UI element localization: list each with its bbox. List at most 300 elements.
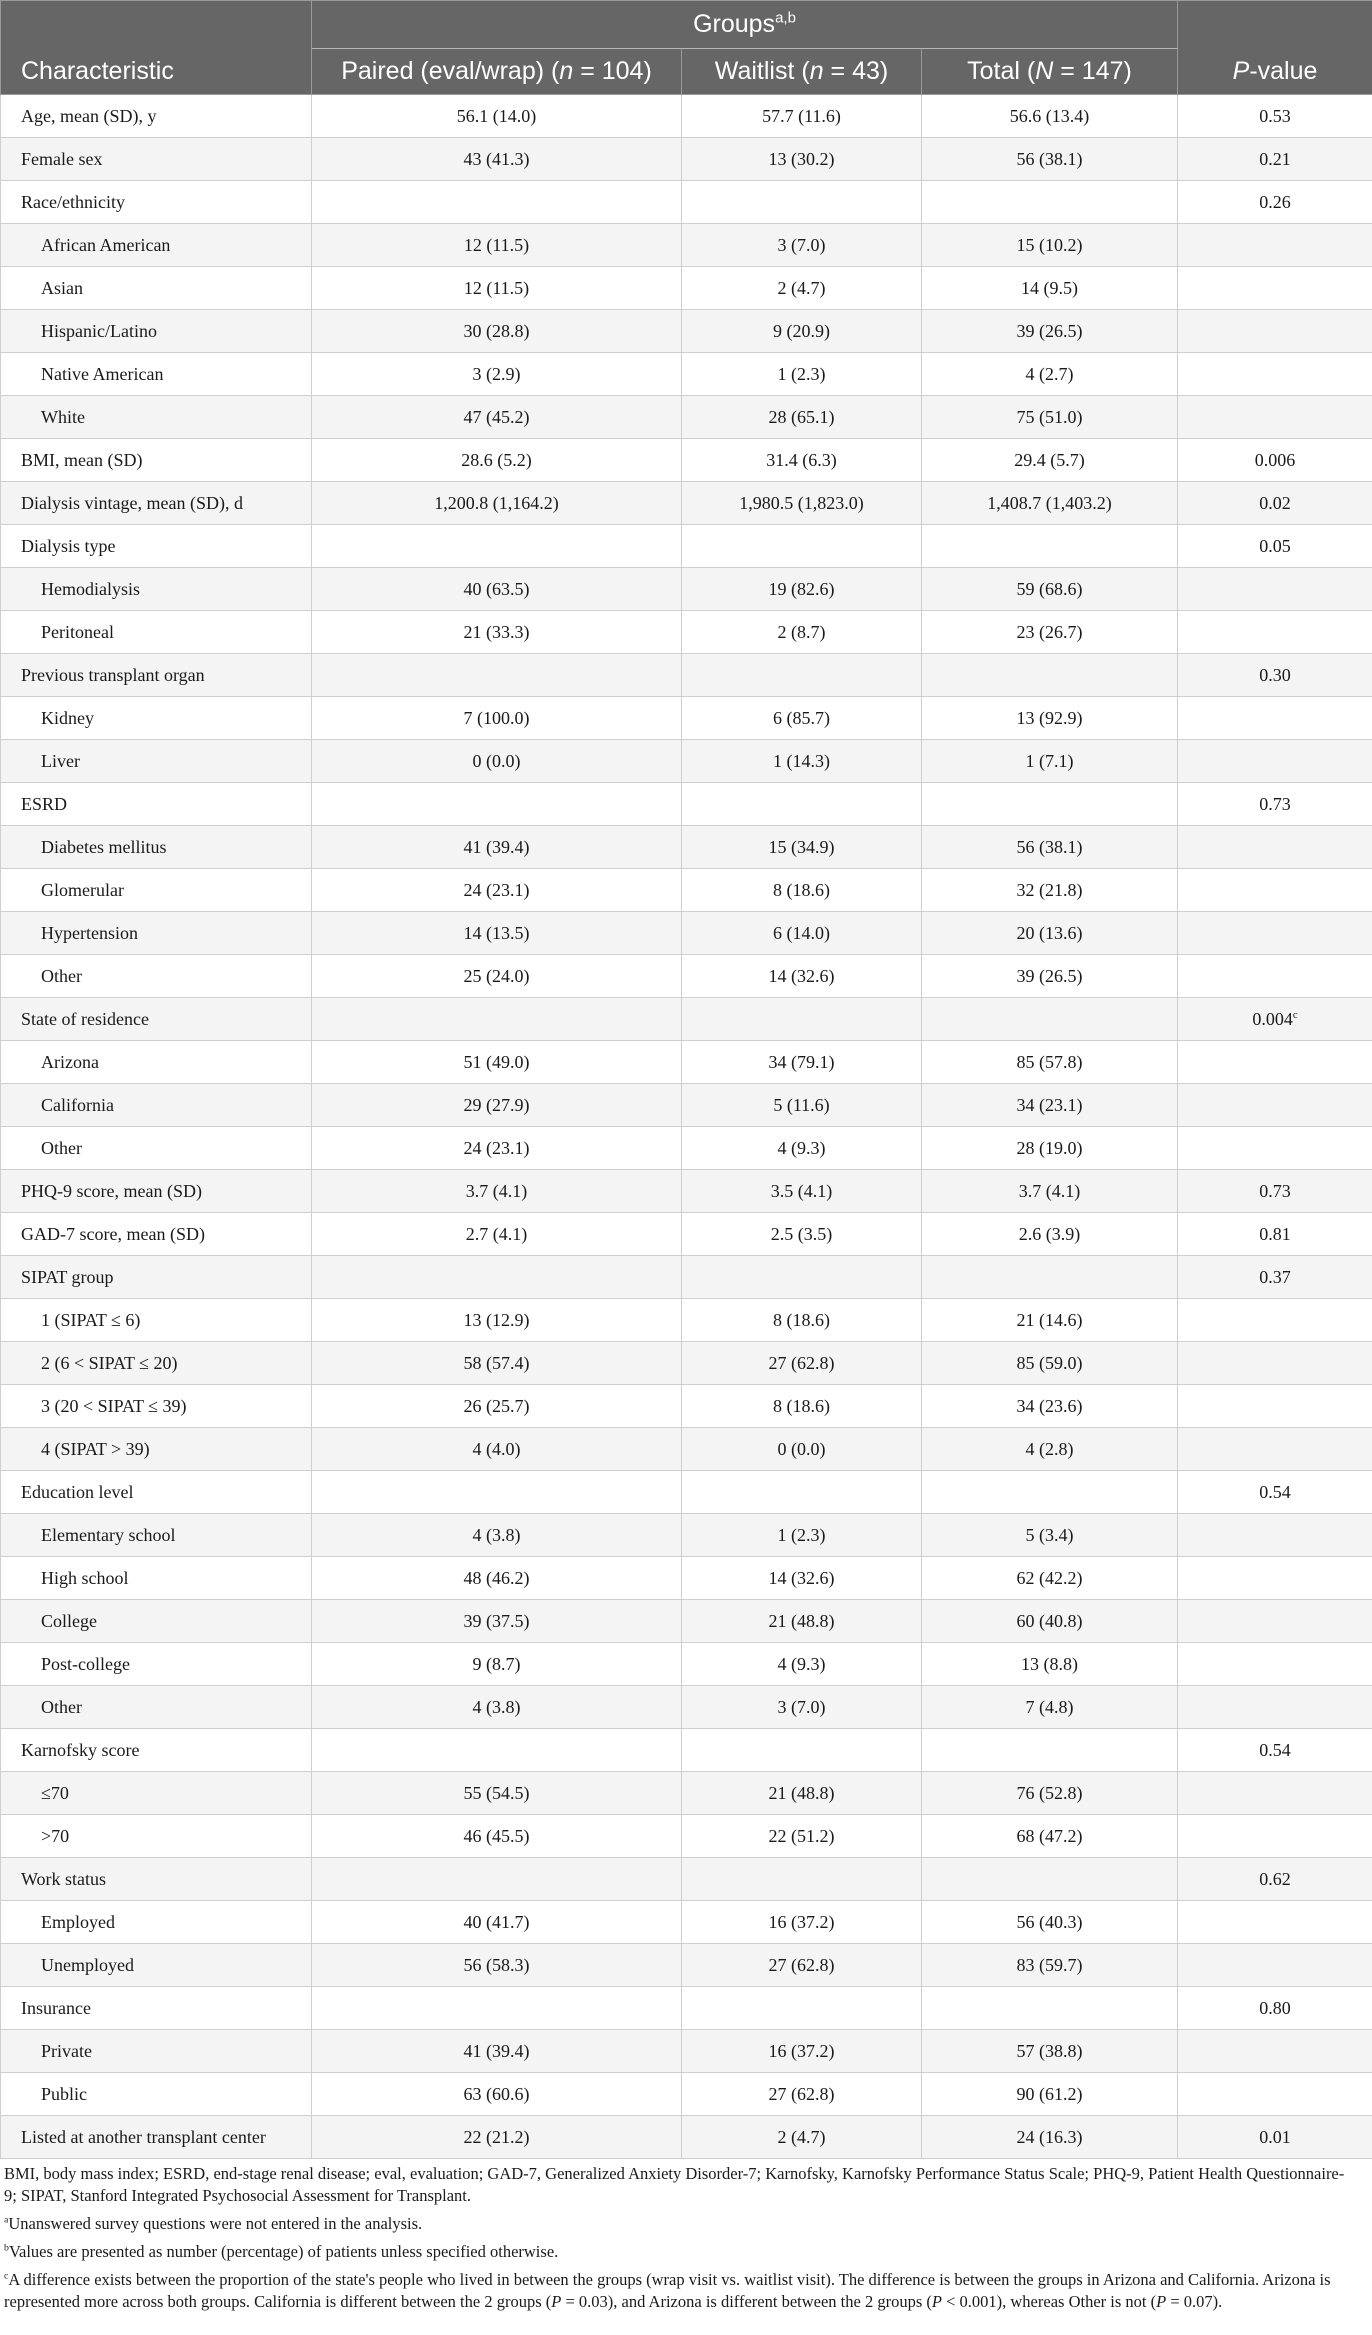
table-row	[1, 1471, 1372, 1514]
table-row	[1, 1772, 1372, 1815]
cell-total: 56.6 (13.4)	[922, 95, 1178, 138]
cell-characteristic: Insurance	[1, 1987, 312, 2030]
cell-total: 13 (92.9)	[922, 697, 1178, 740]
table-row	[1, 826, 1372, 869]
header-groups: Groups$^{a,b}$	[312, 1, 1178, 49]
cell-paired: 12 (11.5)	[312, 224, 682, 267]
cell-paired: 56 (58.3)	[312, 1944, 682, 1987]
cell-characteristic: Kidney	[1, 697, 312, 740]
cell-characteristic: Unemployed	[1, 1944, 312, 1987]
cell-characteristic: Work status	[1, 1858, 312, 1901]
cell-p-value: 0.73	[1178, 1170, 1372, 1213]
table-header	[1, 1, 1372, 95]
cell-paired	[312, 654, 682, 697]
cell-p-value	[1178, 2073, 1372, 2116]
table-row	[1, 1170, 1372, 1213]
cell-paired: 56.1 (14.0)	[312, 95, 682, 138]
cell-paired: 43 (41.3)	[312, 138, 682, 181]
table-row	[1, 1901, 1372, 1944]
cell-total: 76 (52.8)	[922, 1772, 1178, 1815]
table-row	[1, 1557, 1372, 1600]
cell-p-value	[1178, 740, 1372, 783]
cell-p-value	[1178, 1686, 1372, 1729]
cell-p-value	[1178, 1557, 1372, 1600]
cell-total: 4 (2.8)	[922, 1428, 1178, 1471]
table-row	[1, 1815, 1372, 1858]
cell-waitlist: 1,980.5 (1,823.0)	[682, 482, 922, 525]
cell-p-value	[1178, 353, 1372, 396]
header-groups-footnote-mark: a,b	[775, 9, 796, 27]
cell-paired: 14 (13.5)	[312, 912, 682, 955]
cell-p-value: 0.006	[1178, 439, 1372, 482]
cell-paired	[312, 181, 682, 224]
cell-paired: 24 (23.1)	[312, 869, 682, 912]
cell-paired: 3 (2.9)	[312, 353, 682, 396]
cell-total: 57 (38.8)	[922, 2030, 1178, 2073]
cell-paired: 2.7 (4.1)	[312, 1213, 682, 1256]
cell-waitlist: 27 (62.8)	[682, 1944, 922, 1987]
table-row	[1, 396, 1372, 439]
cell-characteristic: Public	[1, 2073, 312, 2116]
table-row	[1, 1514, 1372, 1557]
cell-p-value: 0.26	[1178, 181, 1372, 224]
table-row	[1, 1600, 1372, 1643]
table-row	[1, 1385, 1372, 1428]
table-row	[1, 697, 1372, 740]
cell-characteristic: 4 (SIPAT > 39)	[1, 1428, 312, 1471]
cell-waitlist: 19 (82.6)	[682, 568, 922, 611]
table-row	[1, 1987, 1372, 2030]
table-row	[1, 1858, 1372, 1901]
cell-total: 4 (2.7)	[922, 353, 1178, 396]
cell-p-value	[1178, 224, 1372, 267]
cell-p-value	[1178, 1127, 1372, 1170]
cell-waitlist	[682, 1729, 922, 1772]
cell-characteristic: Hemodialysis	[1, 568, 312, 611]
cell-total: 85 (59.0)	[922, 1342, 1178, 1385]
cell-total: 28 (19.0)	[922, 1127, 1178, 1170]
cell-characteristic: Asian	[1, 267, 312, 310]
cell-p-value: 0.30	[1178, 654, 1372, 697]
table-row	[1, 912, 1372, 955]
cell-total: 1 (7.1)	[922, 740, 1178, 783]
cell-characteristic: Education level	[1, 1471, 312, 1514]
cell-p-value	[1178, 568, 1372, 611]
cell-paired: 4 (3.8)	[312, 1686, 682, 1729]
cell-total: 5 (3.4)	[922, 1514, 1178, 1557]
cell-paired: 39 (37.5)	[312, 1600, 682, 1643]
cell-p-value: 0.73	[1178, 783, 1372, 826]
cell-total: 85 (57.8)	[922, 1041, 1178, 1084]
cell-paired: 41 (39.4)	[312, 2030, 682, 2073]
cell-waitlist: 57.7 (11.6)	[682, 95, 922, 138]
table-row	[1, 2030, 1372, 2073]
cell-characteristic: Private	[1, 2030, 312, 2073]
cell-paired	[312, 1858, 682, 1901]
cell-total: 34 (23.6)	[922, 1385, 1178, 1428]
cell-waitlist: 8 (18.6)	[682, 1299, 922, 1342]
cell-characteristic: BMI, mean (SD)	[1, 439, 312, 482]
footnote-a: $^a$Unanswered survey questions were not entered in the analysis.	[4, 2214, 423, 2233]
p-value-footnote-mark: c	[1292, 1008, 1298, 1021]
cell-paired	[312, 1471, 682, 1514]
table-row	[1, 740, 1372, 783]
cell-characteristic: College	[1, 1600, 312, 1643]
footnote-abbreviations: BMI, body mass index; ESRD, end-stage renal disease; eval, evaluation; GAD-7, Generalized Anxiety Disorder-7; Karnofsky, Karnofsky Performance Status Scale; PHQ-9, Patient Health Questionnaire-9; SIPAT, Stanford Integrated Psychosocial Assessment for Transplant.	[4, 2164, 1345, 2205]
cell-waitlist: 2.5 (3.5)	[682, 1213, 922, 1256]
table-row	[1, 353, 1372, 396]
cell-total: 39 (26.5)	[922, 955, 1178, 998]
cell-total: 60 (40.8)	[922, 1600, 1178, 1643]
cell-waitlist	[682, 783, 922, 826]
cell-waitlist	[682, 1471, 922, 1514]
cell-characteristic: Post-college	[1, 1643, 312, 1686]
cell-paired: 4 (3.8)	[312, 1514, 682, 1557]
cell-p-value	[1178, 1084, 1372, 1127]
cell-p-value	[1178, 1041, 1372, 1084]
cell-paired: 4 (4.0)	[312, 1428, 682, 1471]
table-row	[1, 1944, 1372, 1987]
cell-characteristic: ESRD	[1, 783, 312, 826]
table-row	[1, 267, 1372, 310]
cell-characteristic: California	[1, 1084, 312, 1127]
cell-p-value: 0.21	[1178, 138, 1372, 181]
cell-characteristic: Listed at another transplant center	[1, 2116, 312, 2159]
cell-p-value	[1178, 1815, 1372, 1858]
cell-characteristic: Elementary school	[1, 1514, 312, 1557]
cell-total: 2.6 (3.9)	[922, 1213, 1178, 1256]
cell-p-value	[1178, 1944, 1372, 1987]
cell-paired: 1,200.8 (1,164.2)	[312, 482, 682, 525]
table-row	[1, 224, 1372, 267]
cell-total	[922, 654, 1178, 697]
cell-total: 90 (61.2)	[922, 2073, 1178, 2116]
cell-characteristic: 2 (6 < SIPAT ≤ 20)	[1, 1342, 312, 1385]
cell-characteristic: Race/ethnicity	[1, 181, 312, 224]
table-row	[1, 611, 1372, 654]
cell-total	[922, 998, 1178, 1041]
cell-waitlist: 22 (51.2)	[682, 1815, 922, 1858]
cell-paired	[312, 525, 682, 568]
cell-waitlist: 1 (14.3)	[682, 740, 922, 783]
cell-p-value	[1178, 2030, 1372, 2073]
table-row	[1, 2073, 1372, 2116]
cell-characteristic: PHQ-9 score, mean (SD)	[1, 1170, 312, 1213]
table-row	[1, 568, 1372, 611]
cell-p-value	[1178, 1514, 1372, 1557]
cell-p-value: 0.62	[1178, 1858, 1372, 1901]
cell-paired: 55 (54.5)	[312, 1772, 682, 1815]
cell-paired: 13 (12.9)	[312, 1299, 682, 1342]
table-row	[1, 1084, 1372, 1127]
cell-paired	[312, 783, 682, 826]
cell-characteristic: Dialysis type	[1, 525, 312, 568]
cell-waitlist: 4 (9.3)	[682, 1643, 922, 1686]
cell-paired	[312, 1987, 682, 2030]
cell-total: 56 (38.1)	[922, 138, 1178, 181]
cell-paired: 30 (28.8)	[312, 310, 682, 353]
cell-characteristic: Hypertension	[1, 912, 312, 955]
table-row	[1, 1213, 1372, 1256]
cell-characteristic: Female sex	[1, 138, 312, 181]
cell-waitlist: 5 (11.6)	[682, 1084, 922, 1127]
cell-paired	[312, 1256, 682, 1299]
table-row	[1, 138, 1372, 181]
cell-characteristic: Age, mean (SD), y	[1, 95, 312, 138]
table-body	[1, 95, 1372, 2159]
cell-total	[922, 1858, 1178, 1901]
cell-total: 32 (21.8)	[922, 869, 1178, 912]
cell-characteristic: High school	[1, 1557, 312, 1600]
cell-paired: 46 (45.5)	[312, 1815, 682, 1858]
cell-p-value: 0.81	[1178, 1213, 1372, 1256]
cell-paired: 63 (60.6)	[312, 2073, 682, 2116]
cell-waitlist: 15 (34.9)	[682, 826, 922, 869]
cell-paired: 28.6 (5.2)	[312, 439, 682, 482]
cell-waitlist	[682, 181, 922, 224]
header-total: Total (N = 147)	[922, 49, 1178, 95]
cell-characteristic: 1 (SIPAT ≤ 6)	[1, 1299, 312, 1342]
cell-p-value	[1178, 955, 1372, 998]
cell-waitlist	[682, 998, 922, 1041]
table-row	[1, 2116, 1372, 2159]
cell-p-value	[1178, 1901, 1372, 1944]
cell-total	[922, 783, 1178, 826]
cell-paired: 12 (11.5)	[312, 267, 682, 310]
cell-paired: 29 (27.9)	[312, 1084, 682, 1127]
cell-total: 13 (8.8)	[922, 1643, 1178, 1686]
cell-p-value	[1178, 697, 1372, 740]
cell-waitlist: 2 (4.7)	[682, 2116, 922, 2159]
cell-waitlist	[682, 525, 922, 568]
table-row	[1, 1729, 1372, 1772]
cell-paired: 26 (25.7)	[312, 1385, 682, 1428]
cell-p-value: 0.05	[1178, 525, 1372, 568]
cell-waitlist: 14 (32.6)	[682, 1557, 922, 1600]
cell-total	[922, 1987, 1178, 2030]
cell-p-value: 0.54	[1178, 1729, 1372, 1772]
cell-paired: 0 (0.0)	[312, 740, 682, 783]
cell-p-value	[1178, 1600, 1372, 1643]
cell-waitlist: 16 (37.2)	[682, 2030, 922, 2073]
cell-characteristic: ≤70	[1, 1772, 312, 1815]
cell-waitlist: 3 (7.0)	[682, 1686, 922, 1729]
cell-paired: 41 (39.4)	[312, 826, 682, 869]
cell-total: 39 (26.5)	[922, 310, 1178, 353]
cell-total: 83 (59.7)	[922, 1944, 1178, 1987]
cell-characteristic: Glomerular	[1, 869, 312, 912]
cell-total: 59 (68.6)	[922, 568, 1178, 611]
table-row	[1, 310, 1372, 353]
header-paired: Paired (eval/wrap) (n = 104)	[312, 49, 682, 95]
cell-p-value	[1178, 1385, 1372, 1428]
cell-total: 24 (16.3)	[922, 2116, 1178, 2159]
cell-paired: 9 (8.7)	[312, 1643, 682, 1686]
cell-waitlist: 4 (9.3)	[682, 1127, 922, 1170]
cell-waitlist: 3 (7.0)	[682, 224, 922, 267]
cell-p-value	[1178, 826, 1372, 869]
table-row	[1, 181, 1372, 224]
cell-characteristic: SIPAT group	[1, 1256, 312, 1299]
cell-total: 34 (23.1)	[922, 1084, 1178, 1127]
cell-waitlist: 28 (65.1)	[682, 396, 922, 439]
cell-total: 23 (26.7)	[922, 611, 1178, 654]
table-row	[1, 1428, 1372, 1471]
cell-characteristic: Diabetes mellitus	[1, 826, 312, 869]
cell-p-value: 0.54	[1178, 1471, 1372, 1514]
cell-total: 21 (14.6)	[922, 1299, 1178, 1342]
cell-waitlist: 8 (18.6)	[682, 1385, 922, 1428]
cell-characteristic: Dialysis vintage, mean (SD), d	[1, 482, 312, 525]
table-row	[1, 1299, 1372, 1342]
table-row	[1, 1342, 1372, 1385]
cell-paired: 40 (41.7)	[312, 1901, 682, 1944]
table-row	[1, 1256, 1372, 1299]
cell-paired: 58 (57.4)	[312, 1342, 682, 1385]
cell-total	[922, 1471, 1178, 1514]
cell-paired: 22 (21.2)	[312, 2116, 682, 2159]
cell-waitlist: 2 (4.7)	[682, 267, 922, 310]
cell-characteristic: Peritoneal	[1, 611, 312, 654]
cell-waitlist: 0 (0.0)	[682, 1428, 922, 1471]
cell-waitlist: 14 (32.6)	[682, 955, 922, 998]
cell-waitlist	[682, 1858, 922, 1901]
cell-total	[922, 1256, 1178, 1299]
footnote-b: $^b$Values are presented as number (percentage) of patients unless specified otherwise.	[4, 2242, 559, 2261]
cell-total: 1,408.7 (1,403.2)	[922, 482, 1178, 525]
cell-p-value: 0.004$^c$	[1178, 998, 1372, 1041]
cell-total	[922, 181, 1178, 224]
cell-p-value: 0.02	[1178, 482, 1372, 525]
cell-paired: 25 (24.0)	[312, 955, 682, 998]
table-row	[1, 1041, 1372, 1084]
table-row	[1, 95, 1372, 138]
cell-p-value: 0.01	[1178, 2116, 1372, 2159]
cell-characteristic: Arizona	[1, 1041, 312, 1084]
cell-waitlist	[682, 1256, 922, 1299]
cell-p-value	[1178, 267, 1372, 310]
cell-paired: 48 (46.2)	[312, 1557, 682, 1600]
cell-p-value: 0.80	[1178, 1987, 1372, 2030]
cell-characteristic: State of residence	[1, 998, 312, 1041]
cell-p-value: 0.53	[1178, 95, 1372, 138]
cell-characteristic: >70	[1, 1815, 312, 1858]
cell-total: 75 (51.0)	[922, 396, 1178, 439]
cell-waitlist: 16 (37.2)	[682, 1901, 922, 1944]
cell-paired: 3.7 (4.1)	[312, 1170, 682, 1213]
cell-waitlist: 2 (8.7)	[682, 611, 922, 654]
cell-characteristic: White	[1, 396, 312, 439]
cell-total: 68 (47.2)	[922, 1815, 1178, 1858]
cell-characteristic: Hispanic/Latino	[1, 310, 312, 353]
cell-characteristic: Other	[1, 955, 312, 998]
cell-waitlist: 27 (62.8)	[682, 1342, 922, 1385]
cell-waitlist: 31.4 (6.3)	[682, 439, 922, 482]
cell-characteristic: Employed	[1, 1901, 312, 1944]
cell-paired: 51 (49.0)	[312, 1041, 682, 1084]
cell-p-value	[1178, 396, 1372, 439]
cell-waitlist	[682, 654, 922, 697]
cell-p-value	[1178, 912, 1372, 955]
cell-total: 3.7 (4.1)	[922, 1170, 1178, 1213]
cell-paired: 21 (33.3)	[312, 611, 682, 654]
cell-p-value	[1178, 1342, 1372, 1385]
cell-characteristic: Liver	[1, 740, 312, 783]
cell-total: 56 (38.1)	[922, 826, 1178, 869]
cell-waitlist: 6 (85.7)	[682, 697, 922, 740]
table-row	[1, 1127, 1372, 1170]
table-row	[1, 998, 1372, 1041]
cell-total: 14 (9.5)	[922, 267, 1178, 310]
cell-waitlist: 6 (14.0)	[682, 912, 922, 955]
cell-total: 29.4 (5.7)	[922, 439, 1178, 482]
cell-total: 56 (40.3)	[922, 1901, 1178, 1944]
table-row	[1, 1686, 1372, 1729]
cell-waitlist: 3.5 (4.1)	[682, 1170, 922, 1213]
cell-characteristic: Other	[1, 1686, 312, 1729]
cell-paired: 24 (23.1)	[312, 1127, 682, 1170]
header-characteristic: Characteristic	[1, 1, 312, 95]
cell-p-value: 0.37	[1178, 1256, 1372, 1299]
cell-waitlist: 1 (2.3)	[682, 353, 922, 396]
cell-waitlist: 9 (20.9)	[682, 310, 922, 353]
cell-p-value	[1178, 1428, 1372, 1471]
cell-total	[922, 1729, 1178, 1772]
cell-total	[922, 525, 1178, 568]
cell-characteristic: African American	[1, 224, 312, 267]
table-row	[1, 654, 1372, 697]
cell-p-value	[1178, 611, 1372, 654]
table-row	[1, 1643, 1372, 1686]
cell-waitlist: 27 (62.8)	[682, 2073, 922, 2116]
table-row	[1, 955, 1372, 998]
cell-waitlist: 21 (48.8)	[682, 1772, 922, 1815]
cell-p-value	[1178, 1299, 1372, 1342]
cell-characteristic: Native American	[1, 353, 312, 396]
cell-paired	[312, 1729, 682, 1772]
table-footnotes	[0, 2163, 1356, 2319]
cell-paired	[312, 998, 682, 1041]
cell-total: 7 (4.8)	[922, 1686, 1178, 1729]
cell-p-value	[1178, 1772, 1372, 1815]
cell-total: 20 (13.6)	[922, 912, 1178, 955]
cell-paired: 40 (63.5)	[312, 568, 682, 611]
header-p-value: P-value	[1178, 1, 1372, 95]
table-row	[1, 869, 1372, 912]
cell-characteristic: 3 (20 < SIPAT ≤ 39)	[1, 1385, 312, 1428]
cell-waitlist: 34 (79.1)	[682, 1041, 922, 1084]
cell-characteristic: Other	[1, 1127, 312, 1170]
cell-waitlist	[682, 1987, 922, 2030]
header-waitlist: Waitlist (n = 43)	[682, 49, 922, 95]
cell-p-value	[1178, 310, 1372, 353]
cell-waitlist: 13 (30.2)	[682, 138, 922, 181]
cell-waitlist: 1 (2.3)	[682, 1514, 922, 1557]
table-row	[1, 525, 1372, 568]
cell-waitlist: 8 (18.6)	[682, 869, 922, 912]
cell-p-value	[1178, 1643, 1372, 1686]
cell-paired: 47 (45.2)	[312, 396, 682, 439]
cell-p-value	[1178, 869, 1372, 912]
cell-characteristic: GAD-7 score, mean (SD)	[1, 1213, 312, 1256]
cell-paired: 7 (100.0)	[312, 697, 682, 740]
cell-total: 62 (42.2)	[922, 1557, 1178, 1600]
table-row	[1, 482, 1372, 525]
cell-characteristic: Karnofsky score	[1, 1729, 312, 1772]
cell-total: 15 (10.2)	[922, 224, 1178, 267]
table-row	[1, 783, 1372, 826]
table-row	[1, 439, 1372, 482]
